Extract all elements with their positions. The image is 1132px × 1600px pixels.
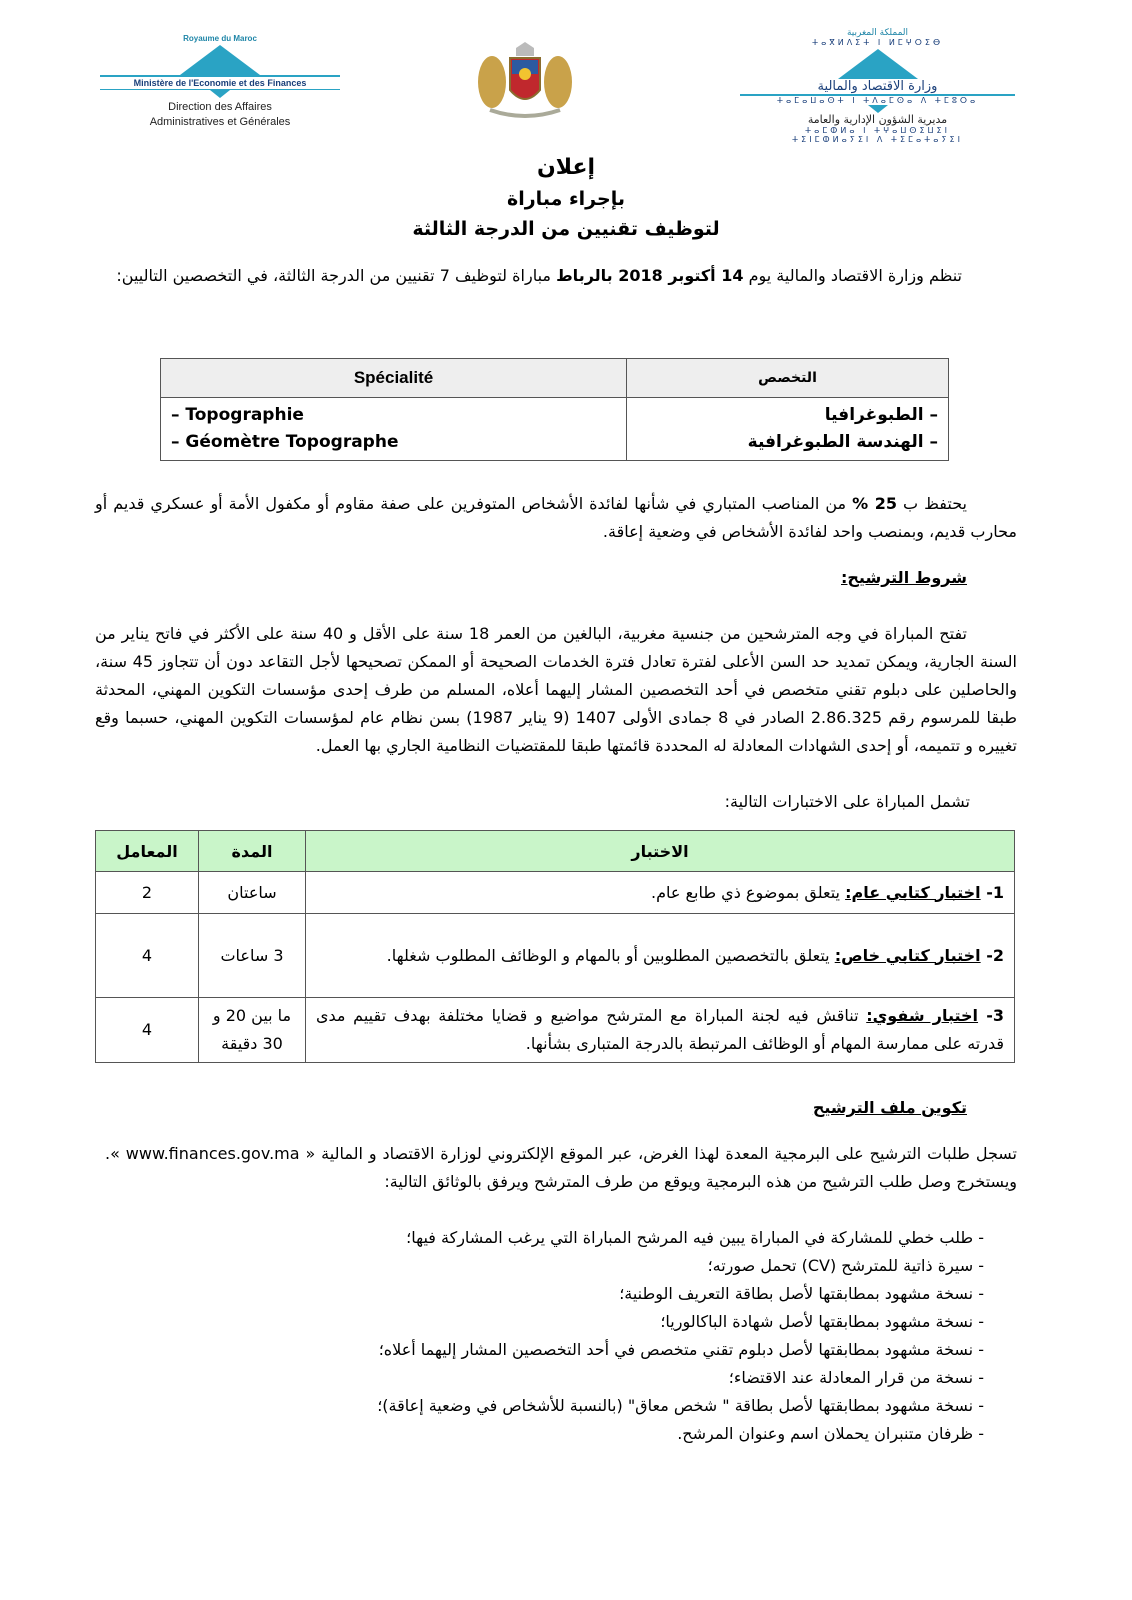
intro-date: 14 أكتوبر 2018 بالرباط (556, 266, 744, 285)
exam-num: 1- (980, 882, 1004, 902)
exam-desc: يتعلق بموضوع ذي طابع عام. (651, 882, 846, 902)
logo-direction-2: Administratives et Générales (149, 116, 291, 128)
spec-fr-2: – Géomètre Topographe (171, 432, 399, 452)
logo-tif-direction-2: ⵜⵉⵏⵎⵀⵍⴰⵢⵉⵏ ⴷ ⵜⵉⵎⴰⵜⴰⵢⵉⵏ (792, 135, 963, 144)
intro-text-a: تنظم وزارة الاقتصاد والمالية يوم (743, 266, 962, 285)
ministry-logo-ar (740, 28, 1015, 144)
table-row (96, 998, 1015, 1063)
logo-tif-ministry: ⵜⴰⵎⴰⵡⴰⵙⵜ ⵏ ⵜⴷⴰⵎⵙⴰ ⴷ ⵜⵎⵓⵔⴰ (776, 96, 979, 105)
title-line-2: بإجراء مباراة (507, 188, 625, 210)
exams-intro: تشمل المباراة على الاختبارات التالية: (724, 792, 970, 811)
list-item: - نسخة مشهود بمطابقتها لأصل بطاقة " شخص معاق" (بالنسبة للأشخاص في وضعية إعاقة)؛ (377, 1396, 984, 1415)
list-item: - نسخة مشهود بمطابقتها لأصل دبلوم تقني متخصص في أحد التخصصين المشار إليهما أعلاه؛ (378, 1340, 984, 1359)
exam-head-coef: المعامل (96, 831, 199, 872)
spec-fr-1: – Topographie (171, 405, 304, 425)
exam-coef: 4 (96, 998, 199, 1063)
ministry-logo-fr (100, 34, 340, 128)
triangle-down-icon (210, 90, 230, 98)
spec-ar-2: – الهندسة الطبوغرافية (747, 432, 938, 452)
documents-list (377, 1224, 984, 1448)
logo-ar-direction: مديرية الشؤون الإدارية والعامة (807, 113, 948, 126)
intro-paragraph (95, 262, 1017, 290)
triangle-down-icon (868, 105, 888, 113)
quota-percent: 25 % (852, 494, 897, 513)
table-row (96, 872, 1015, 914)
exam-num: 2- (980, 945, 1004, 965)
exam-coef: 2 (96, 872, 199, 914)
exam-name: اختبار شفوي: (866, 1006, 979, 1025)
specialties-table (160, 358, 949, 461)
exam-num: 3- (978, 1006, 1005, 1025)
table-row (96, 914, 1015, 998)
list-item: - ظرفان متنبران يحملان اسم وعنوان المرشح. (677, 1424, 984, 1443)
conditions-paragraph: تفتح المباراة في وجه المترشحين من جنسية مغربية، البالغين من العمر 18 سنة على الأقل و 40 سنة على الأكثر في فاتح يناير من السنة الجارية، ويمكن تمديد حد السن الأعلى لفترة تعادل فترة الخدمات الصحيحة أو الممكن تصحيحها لأجل التقاعد دون أن تتجاوز 45 سنة، والحاصلين على دبلوم تقني متخصص في أحد التخصصين المشار إليهما أعلاه، المسلم من طرف إحدى مؤسسات التكوين المهني، المحدثة طبقا للمرسوم رقم 2.86.325 الصادر في 8 جمادى الأولى 1407 (9 يناير 1987) بسن نظام عام لمؤسسات التكوين المهني، حسبما وقع تغييره و تتميمه، أو إحدى الشهادات المعادلة له المحددة قائمتها طبقا للمقتضيات النظامية الجاري بها العمل. (95, 624, 1018, 755)
file-paragraph: تسجل طلبات الترشيح على البرمجية المعدة لهذا الغرض، عبر الموقع الإلكتروني لوزارة الاقتصاد و المالية « www.finances.gov.ma ». ويستخرج وصل طلب الترشيح من هذه البرمجية ويوقع من طرف المترشح ويرفق بالوثائق التالية: (105, 1144, 1017, 1191)
logo-ar-ministry: وزارة الاقتصاد والمالية (740, 79, 1015, 96)
quota-a: يحتفظ ب (896, 494, 968, 513)
list-item: - نسخة مشهود بمطابقتها لأصل بطاقة التعريف الوطنية؛ (619, 1284, 984, 1303)
coat-of-arms-icon (470, 40, 580, 120)
exam-coef: 4 (96, 914, 199, 998)
list-item: - نسخة مشهود بمطابقتها لأصل شهادة الباكالوريا؛ (660, 1312, 984, 1331)
quota-b: من المناصب المتباري في شأنها لفائدة الأشخاص المتوفرين على صفة مقاوم أو مكفول الأمة أو عسكري قديم أو محارب قديم، وبمنصب واحد لفائدة الأشخاص في وضعية إعاقة. (95, 494, 1017, 541)
exam-desc: تناقش فيه لجنة المباراة مع المترشح مواضيع و قضايا مختلفة بهدف تقييم مدى قدرته على ممارسة المهام أو الوظائف المرتبطة بالدرجة المتبارى بشأنها. (316, 1006, 1004, 1053)
exam-name: اختبار كتابي خاص: (834, 945, 981, 965)
exam-duration: ما بين 20 و 30 دقيقة (199, 998, 306, 1063)
list-item: - نسخة من قرار المعادلة عند الاقتضاء؛ (728, 1368, 984, 1387)
exam-name: اختبار كتابي عام: (845, 882, 981, 902)
triangle-icon (838, 49, 918, 79)
exam-desc: يتعلق بالتخصصين المطلوبين أو بالمهام و الوظائف المطلوب شغلها. (386, 945, 835, 965)
exam-duration: ساعتان (199, 872, 306, 914)
triangle-icon (180, 45, 260, 75)
logo-country: Royaume du Maroc (183, 34, 257, 43)
title-line-3: لتوظيف تقنيين من الدرجة الثالثة (412, 218, 720, 240)
spec-head-ar: التخصص (627, 359, 949, 398)
file-heading: تكوين ملف الترشيح (812, 1098, 967, 1117)
list-item: - طلب خطي للمشاركة في المباراة يبين فيه المرشح المباراة التي يرغب المشاركة فيها؛ (406, 1228, 984, 1247)
list-item: - سيرة ذاتية للمترشح (CV) تحمل صورته؛ (707, 1256, 984, 1275)
exam-head-test: الاختبار (306, 831, 1015, 872)
logo-ar-country: المملكة المغربية (846, 28, 909, 38)
exam-head-duration: المدة (199, 831, 306, 872)
conditions-heading: شروط الترشيح: (841, 568, 967, 587)
quota-paragraph (95, 490, 1017, 546)
logo-tif-direction-1: ⵜⴰⵎⵀⵍⴰ ⵏ ⵜⵖⴰⵡⵙⵉⵡⵉⵏ (805, 126, 950, 135)
exam-duration: 3 ساعات (199, 914, 306, 998)
logo-tif-country: ⵜⴰⴳⵍⴷⵉⵜ ⵏ ⵍⵎⵖⵔⵉⴱ (811, 38, 944, 47)
spec-ar-1: – الطبوغرافيا (824, 405, 938, 425)
logo-direction-1: Direction des Affaires (168, 101, 272, 113)
exams-table (95, 830, 1015, 1063)
spec-head-fr: Spécialité (161, 359, 627, 398)
logo-ministry: Ministère de l'Economie et des Finances (100, 75, 340, 90)
intro-text-b: مباراة لتوظيف 7 تقنيين من الدرجة الثالثة، في التخصصين التاليين: (116, 266, 557, 285)
title-line-1: إعلان (536, 155, 596, 180)
